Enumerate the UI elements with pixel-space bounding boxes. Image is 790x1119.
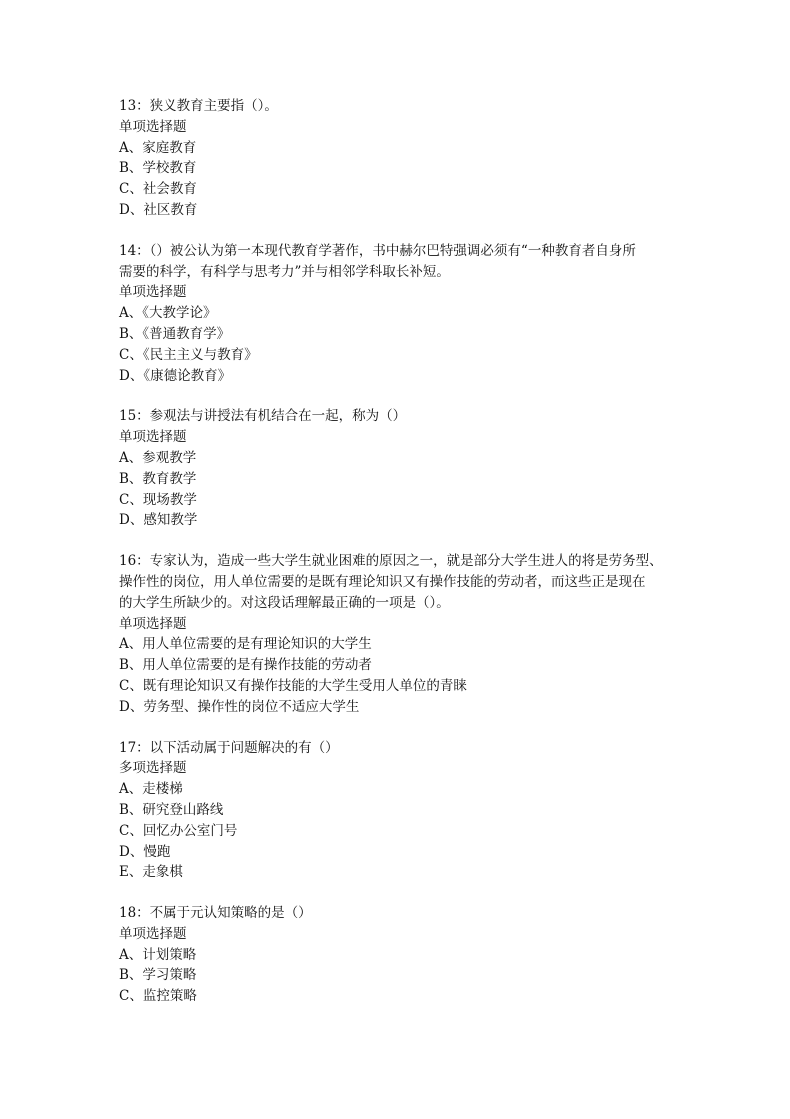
option-b: B、学习策略 [119, 967, 197, 984]
question-type: 单项选择题 [119, 284, 187, 301]
option-d: D、劳务型、操作性的岗位不适应大学生 [119, 698, 360, 715]
question-stem: 需要的科学，有科学与思考力”并与相邻学科取长补短。 [119, 263, 450, 280]
option-a: A、《大教学论》 [119, 305, 217, 322]
option-b: B、《普通教育学》 [119, 325, 231, 342]
option-c: C、既有理论知识又有操作技能的大学生受用人单位的青睐 [119, 677, 467, 694]
document-page [119, 96, 679, 1027]
option-a: A、走楼梯 [119, 781, 183, 798]
question-14 [119, 241, 679, 387]
option-b: B、用人单位需要的是有操作技能的劳动者 [119, 657, 372, 674]
option-a: A、参观教学 [119, 449, 197, 466]
question-stem: 15：参观法与讲授法有机结合在一起，称为（） [119, 408, 407, 425]
question-17 [119, 738, 679, 884]
option-a: A、家庭教育 [119, 139, 197, 156]
option-c: C、《民主主义与教育》 [119, 346, 258, 363]
option-d: D、感知教学 [119, 512, 198, 529]
question-stem: 16：专家认为，造成一些大学生就业困难的原因之一，就是部分大学生进人的将是劳务型、 [119, 553, 663, 570]
option-c: C、社会教育 [119, 181, 197, 198]
question-type: 单项选择题 [119, 429, 187, 446]
question-stem: 的大学生所缺少的。对这段话理解最正确的一项是（）。 [119, 594, 450, 611]
option-c: C、监控策略 [119, 988, 197, 1005]
question-16 [119, 551, 679, 717]
option-d: D、《康德论教育》 [119, 367, 232, 384]
question-18 [119, 903, 679, 1007]
option-a: A、计划策略 [119, 946, 197, 963]
question-stem: 14：（）被公认为第一本现代教育学著作，书中赫尔巴特强调必须有“一种教育者自身所 [119, 242, 636, 259]
option-a: A、用人单位需要的是有理论知识的大学生 [119, 636, 372, 653]
option-b: B、研究登山路线 [119, 801, 224, 818]
option-c: C、现场教学 [119, 491, 197, 508]
question-type: 单项选择题 [119, 925, 187, 942]
question-type: 单项选择题 [119, 615, 187, 632]
question-13 [119, 96, 679, 221]
option-b: B、学校教育 [119, 160, 197, 177]
question-stem: 13：狭义教育主要指（）。 [119, 98, 278, 114]
option-c: C、回忆办公室门号 [119, 822, 238, 839]
question-type: 多项选择题 [119, 760, 187, 777]
question-stem: 操作性的岗位，用人单位需要的是既有理论知识又有操作技能的劳动者，而这些正是现在 [119, 573, 646, 590]
option-d: D、慢跑 [119, 843, 171, 860]
option-d: D、社区教育 [119, 201, 198, 218]
question-type: 单项选择题 [119, 118, 187, 135]
option-b: B、教育教学 [119, 470, 197, 487]
question-stem: 17：以下活动属于问题解决的有（） [119, 739, 339, 756]
question-15 [119, 406, 679, 531]
option-e: E、走象棋 [119, 864, 183, 881]
question-stem: 18：不属于元认知策略的是（） [119, 905, 312, 922]
